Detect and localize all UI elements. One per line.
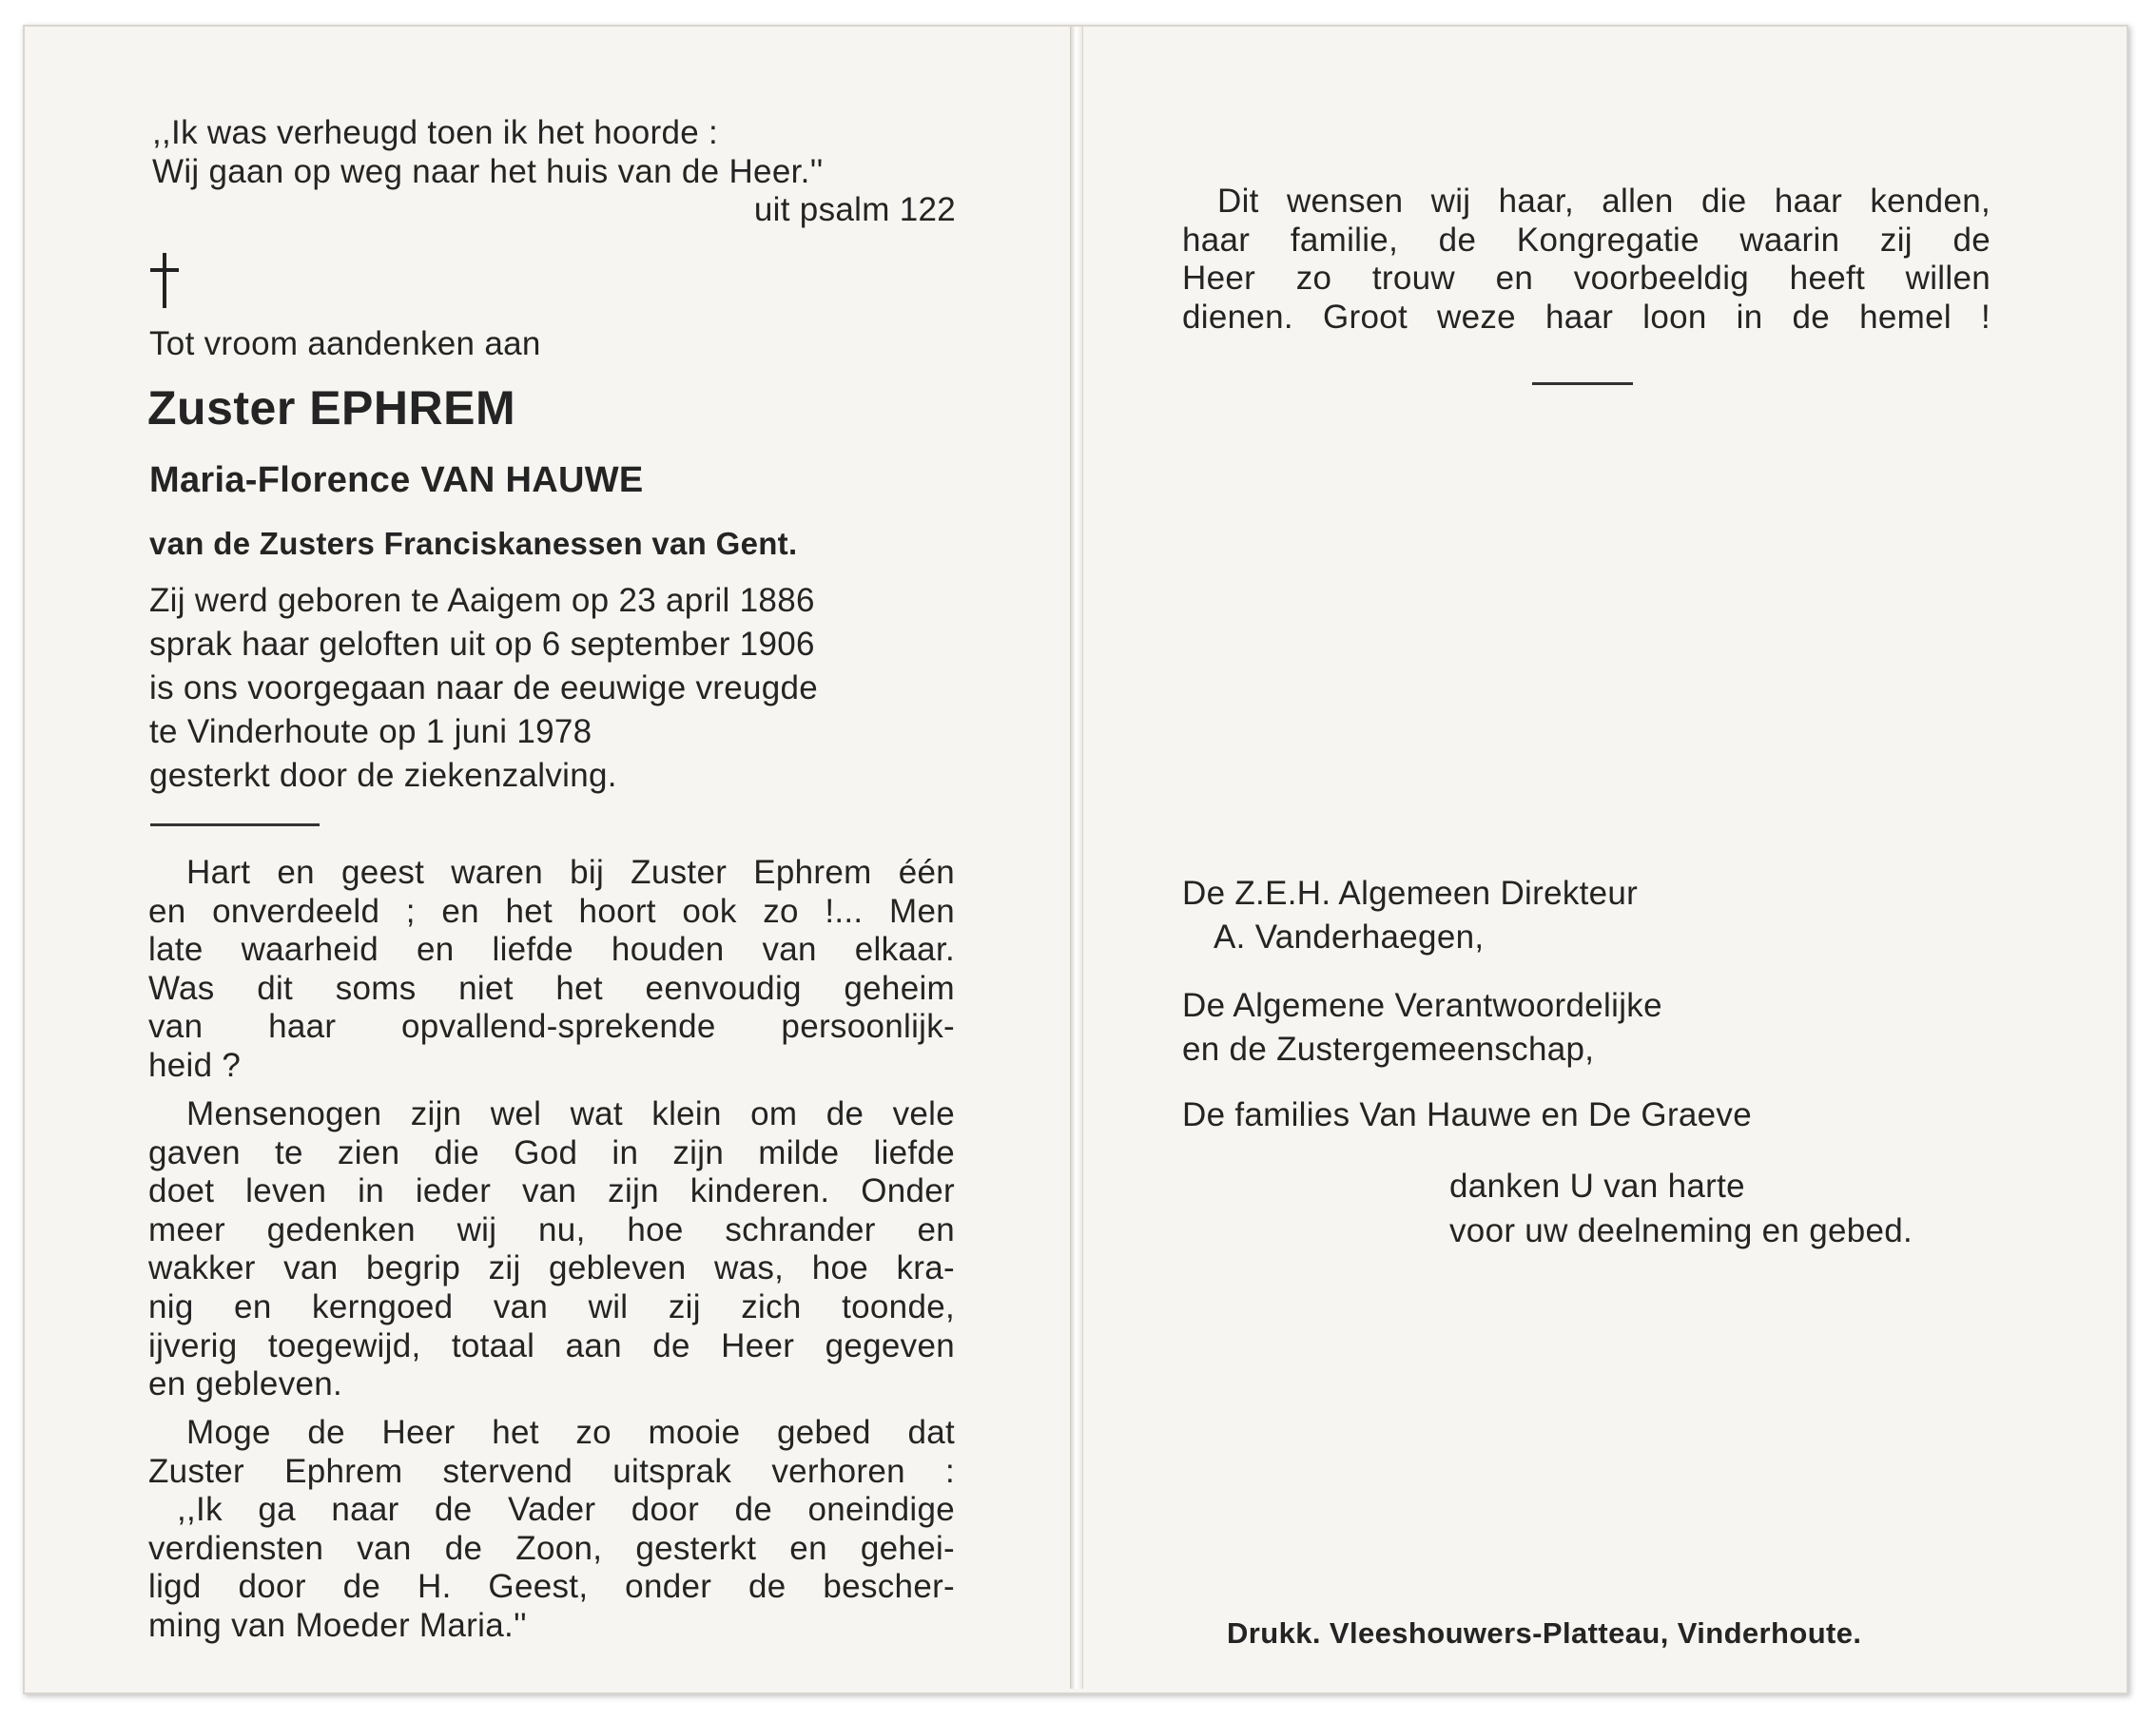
- wish-line: Heer zo trouw en voorbeeldig heeft willen: [1182, 260, 1991, 298]
- paragraph-line: doet leven in ieder van zijn kinderen. Onder: [148, 1172, 955, 1210]
- signatory-responsible: [1182, 984, 1662, 1072]
- name-full: Maria-Florence VAN HAUWE: [149, 460, 644, 500]
- paragraph-line: ijverig toegewijd, totaal aan de Heer gegeven: [148, 1326, 955, 1364]
- paragraph-3: [148, 1414, 955, 1646]
- paragraph-line: Moge de Heer het zo mooie gebed dat: [186, 1414, 955, 1451]
- paragraph-line: van haar opvallend-sprekende persoonlijk-: [148, 1008, 955, 1046]
- paragraph-line: gaven te zien die God in zijn milde liefde: [148, 1133, 955, 1171]
- thanks-line: danken U van harte: [1449, 1168, 1745, 1205]
- paragraph-line: Zuster Ephrem stervend uitsprak verhoren :: [148, 1452, 955, 1490]
- thanks-line: voor uw deelneming en gebed.: [1449, 1212, 1913, 1249]
- printer-credit: Drukk. Vleeshouwers-Platteau, Vinderhoute.: [1227, 1616, 1862, 1650]
- biography-line: Zij werd geboren te Aaigem op 23 april 1886: [149, 582, 815, 619]
- signatory-director: [1182, 872, 1638, 959]
- paragraph-line: wakker van begrip zij gebleven was, hoe kra-: [148, 1249, 955, 1287]
- thanks: [1449, 1164, 1913, 1253]
- paragraph-line: late waarheid en liefde houden van elkaar.: [148, 931, 955, 969]
- religious-order: van de Zusters Franciskanessen van Gent.: [149, 526, 798, 561]
- epigraph-line: Wij gaan op weg naar het huis van de Heer.'': [152, 152, 824, 190]
- paragraph-line: meer gedenken wij nu, hoe schrander en: [148, 1210, 955, 1248]
- wish-paragraph: [1182, 183, 1991, 337]
- biography-line: sprak haar geloften uit op 6 september 1906: [149, 626, 815, 663]
- signatory-families: De families Van Hauwe en De Graeve: [1182, 1096, 1752, 1133]
- paragraph-line: heid ?: [148, 1046, 242, 1084]
- wish-line: haar familie, de Kongregatie waarin zij de: [1182, 221, 1991, 259]
- director-name: A. Vanderhaegen,: [1214, 919, 1485, 956]
- biography-line: gesterkt door de ziekenzalving.: [149, 757, 617, 794]
- paragraph-line: nig en kerngoed van wil zij zich toonde,: [148, 1287, 955, 1325]
- epigraph-line: ,,Ik was verheugd toen ik het hoorde :: [152, 114, 719, 151]
- paragraph-line: Hart en geest waren bij Zuster Ephrem één: [186, 854, 955, 891]
- paragraph-line: en gebleven.: [148, 1365, 343, 1403]
- paragraph-line: ming van Moeder Maria.'': [148, 1606, 527, 1644]
- epigraph-source: uit psalm 122: [753, 191, 956, 229]
- paragraph-line: ligd door de H. Geest, onder de bescher-: [148, 1568, 955, 1606]
- biography: [149, 579, 818, 798]
- paragraph-line: Mensenogen zijn wel wat klein om de vele: [186, 1095, 955, 1132]
- wish-line: dienen. Groot weze haar loon in de hemel !: [1182, 298, 1991, 336]
- epigraph: [152, 114, 956, 230]
- paragraph-2: [148, 1095, 955, 1404]
- paragraph-line: ,,Ik ga naar de Vader door de oneindige: [177, 1491, 955, 1529]
- biography-line: is ons voorgegaan naar de eeuwige vreugde: [149, 669, 819, 706]
- director-title: De Z.E.H. Algemeen Direkteur: [1182, 875, 1639, 912]
- wish-line: Dit wensen wij haar, allen die haar kenden,: [1217, 183, 1991, 220]
- divider: [1532, 382, 1633, 385]
- responsible-line: De Algemene Verantwoordelijke: [1182, 987, 1662, 1024]
- biography-line: te Vinderhoute op 1 juni 1978: [149, 713, 592, 750]
- card-fold: [1070, 27, 1083, 1689]
- paragraph-line: verdiensten van de Zoon, gesterkt en gehei-: [148, 1529, 955, 1567]
- memorial-line: Tot vroom aandenken aan: [149, 325, 541, 362]
- paragraph-1: [148, 854, 955, 1086]
- paragraph-line: en onverdeeld ; en het hoort ook zo !... Men: [148, 892, 955, 930]
- paragraph-line: Was dit soms niet het eenvoudig geheim: [148, 969, 955, 1007]
- cross-icon: [150, 253, 179, 308]
- name-title: Zuster EPHREM: [147, 381, 516, 435]
- responsible-line: en de Zustergemeenschap,: [1182, 1031, 1595, 1068]
- divider: [150, 823, 320, 826]
